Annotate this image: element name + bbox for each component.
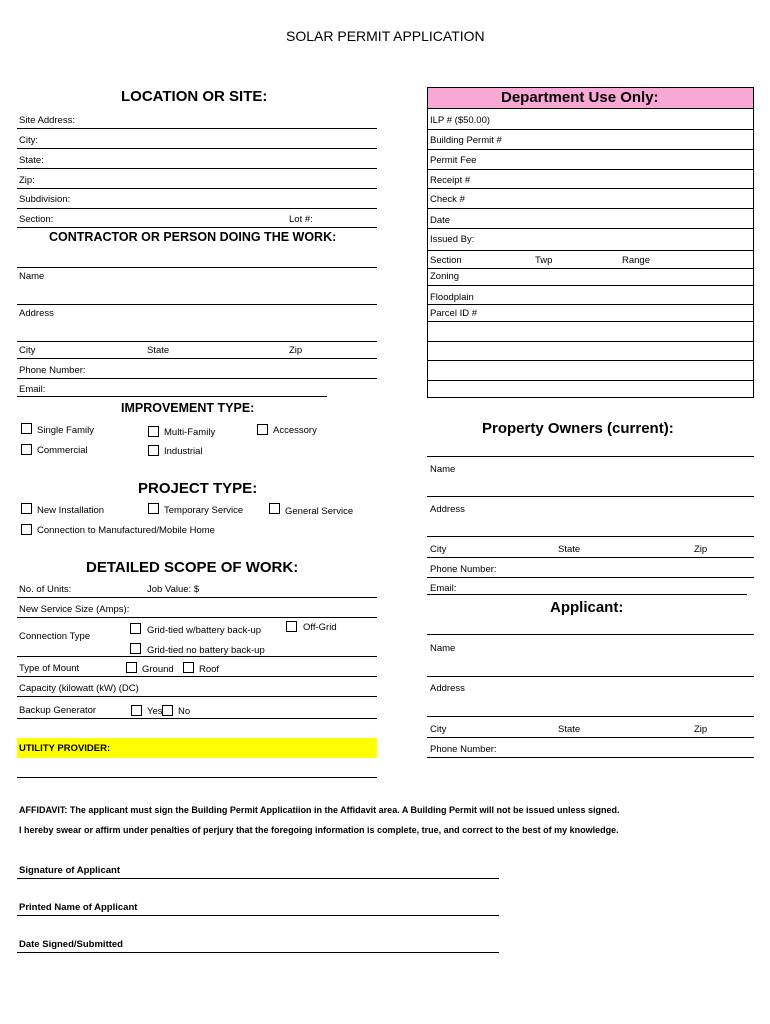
off-grid-label: Off-Grid: [303, 622, 337, 633]
generator-yes-checkbox[interactable]: [131, 705, 142, 716]
accessory-checkbox[interactable]: [257, 424, 268, 435]
applicant-heading: Applicant:: [550, 599, 624, 616]
check-label: Check #: [430, 194, 465, 205]
state-field[interactable]: [17, 168, 377, 169]
zoning-label: Zoning: [430, 271, 460, 282]
project-heading: PROJECT TYPE:: [138, 480, 258, 497]
contractor-phone-label: Phone Number:: [19, 365, 86, 376]
dept-row-divider: [428, 169, 753, 170]
contractor-heading: CONTRACTOR OR PERSON DOING THE WORK:: [49, 230, 337, 244]
department-use-box: [427, 87, 754, 398]
applicant-zip-label: Zip: [694, 724, 708, 735]
dept-row-divider: [428, 304, 753, 305]
zip-field[interactable]: [17, 188, 377, 189]
connection-type-label: Connection Type: [19, 631, 91, 642]
ground-label: Ground: [142, 664, 174, 675]
applicant-address-field[interactable]: [427, 716, 754, 717]
owner-city-field[interactable]: [427, 557, 754, 558]
affidavit-line-2: I hereby swear or affirm under penalties of perjury that the foregoing information is complete, true, and correct to the best of my knowledge.: [19, 825, 619, 835]
contractor-address-field[interactable]: [17, 341, 377, 342]
zip-label: Zip:: [19, 175, 35, 186]
dept-twp-label: Twp: [535, 255, 553, 266]
signature-label: Signature of Applicant: [19, 865, 120, 876]
manufactured-home-label: Connection to Manufactured/Mobile Home: [37, 525, 215, 536]
service-size-field[interactable]: [17, 617, 377, 618]
capacity-field[interactable]: [17, 696, 377, 697]
commercial-label: Commercial: [37, 445, 88, 456]
service-size-label: New Service Size (Amps):: [19, 604, 130, 615]
capacity-label: Capacity (kilowatt (kW) (DC): [19, 683, 139, 694]
applicant-address-label: Address: [430, 683, 465, 694]
site-address-label: Site Address:: [19, 115, 75, 126]
industrial-label: Industrial: [164, 446, 203, 457]
applicant-phone-field[interactable]: [427, 757, 754, 758]
dept-row-divider: [428, 321, 753, 322]
grid-backup-label: Grid-tied w/battery back-up: [147, 625, 262, 636]
utility-provider-label: UTILITY PROVIDER:: [19, 743, 111, 754]
grid-no-backup-label: Grid-tied no battery back-up: [147, 645, 265, 656]
owners-top-line: [427, 456, 754, 457]
owner-name-field[interactable]: [427, 496, 754, 497]
single-family-checkbox[interactable]: [21, 423, 32, 434]
industrial-checkbox[interactable]: [148, 445, 159, 456]
generator-no-checkbox[interactable]: [162, 705, 173, 716]
backup-generator-field: [17, 718, 377, 719]
printed-name-field[interactable]: [17, 915, 499, 916]
owner-email-label: Email:: [430, 583, 457, 594]
contractor-address-label: Address: [19, 308, 54, 319]
units-label: No. of Units:: [19, 584, 72, 595]
dept-row-divider: [428, 129, 753, 130]
owner-address-field[interactable]: [427, 536, 754, 537]
dept-row-divider: [428, 188, 753, 189]
printed-name-label: Printed Name of Applicant: [19, 902, 138, 913]
improvement-heading: IMPROVEMENT TYPE:: [121, 401, 255, 415]
owner-name-label: Name: [430, 464, 456, 475]
general-service-checkbox[interactable]: [269, 503, 280, 514]
contractor-city-label: City: [19, 345, 36, 356]
applicant-name-field[interactable]: [427, 676, 754, 677]
roof-checkbox[interactable]: [183, 662, 194, 673]
owner-phone-field[interactable]: [427, 577, 754, 578]
owner-city-label: City: [430, 544, 447, 555]
date-label: Date: [430, 215, 451, 226]
date-signed-label: Date Signed/Submitted: [19, 939, 123, 950]
dept-row-divider: [428, 341, 753, 342]
generator-no-label: No: [178, 706, 191, 717]
dept-row-divider: [428, 208, 753, 209]
job-value-label: Job Value: $: [147, 584, 200, 595]
generator-yes-label: Yes: [147, 706, 163, 717]
backup-generator-label: Backup Generator: [19, 705, 97, 716]
receipt-label: Receipt #: [430, 175, 471, 186]
applicant-top-line: [427, 634, 754, 635]
contractor-city-field[interactable]: [17, 358, 377, 359]
owner-address-label: Address: [430, 504, 465, 515]
parcel-id-label: Parcel ID #: [430, 308, 477, 319]
utility-provider-field[interactable]: [17, 777, 377, 778]
permit-fee-label: Permit Fee: [430, 155, 477, 166]
multi-family-checkbox[interactable]: [148, 426, 159, 437]
applicant-phone-label: Phone Number:: [430, 744, 497, 755]
ground-checkbox[interactable]: [126, 662, 137, 673]
roof-label: Roof: [199, 664, 220, 675]
dept-section-label: Section: [430, 255, 462, 266]
dept-row-divider: [428, 380, 753, 381]
applicant-city-field[interactable]: [427, 737, 754, 738]
temporary-service-label: Temporary Service: [164, 505, 244, 516]
building-permit-label: Building Permit #: [430, 135, 502, 146]
accessory-label: Accessory: [273, 425, 317, 436]
lot-label: Lot #:: [289, 214, 313, 225]
contractor-name-field[interactable]: [17, 304, 377, 305]
section-label: Section:: [19, 214, 54, 225]
ilp-label: ILP # ($50.00): [430, 115, 491, 126]
city-label: City:: [19, 135, 38, 146]
owner-zip-label: Zip: [694, 544, 708, 555]
grid-no-backup-checkbox[interactable]: [130, 643, 141, 654]
department-heading: Department Use Only:: [501, 89, 659, 106]
signature-field[interactable]: [17, 878, 499, 879]
manufactured-home-checkbox[interactable]: [21, 524, 32, 535]
grid-backup-checkbox[interactable]: [130, 623, 141, 634]
commercial-checkbox[interactable]: [21, 444, 32, 455]
new-installation-checkbox[interactable]: [21, 503, 32, 514]
contractor-name-label: Name: [19, 271, 45, 282]
site-address-field[interactable]: [17, 128, 377, 129]
city-field[interactable]: [17, 148, 377, 149]
contractor-state-label: State: [147, 345, 170, 356]
new-installation-label: New Installation: [37, 505, 105, 516]
multi-family-label: Multi-Family: [164, 427, 216, 438]
mount-type-label: Type of Mount: [19, 663, 80, 674]
applicant-state-label: State: [558, 724, 581, 735]
subdivision-field[interactable]: [17, 208, 377, 209]
subdivision-label: Subdivision:: [19, 194, 71, 205]
contractor-phone-field[interactable]: [17, 378, 377, 379]
single-family-label: Single Family: [37, 425, 95, 436]
issued-by-label: Issued By:: [430, 234, 475, 245]
department-header: [428, 88, 753, 109]
owner-state-label: State: [558, 544, 581, 555]
contractor-top-line: [17, 267, 377, 268]
form-title: SOLAR PERMIT APPLICATION: [286, 28, 485, 44]
connection-type-field: [17, 656, 377, 657]
state-label: State:: [19, 155, 44, 166]
section-lot-field[interactable]: [17, 227, 377, 228]
dept-row-divider: [428, 285, 753, 286]
dept-range-label: Range: [622, 255, 650, 266]
dept-row-divider: [428, 268, 753, 269]
owner-email-field[interactable]: [427, 594, 747, 595]
contractor-email-field[interactable]: [17, 396, 327, 397]
dept-row-divider: [428, 228, 753, 229]
units-job-value-field[interactable]: [17, 597, 377, 598]
affidavit-line-1: AFFIDAVIT: The applicant must sign the Building Permit Applicatiion in the Affidavit area. A Building Permit will not be issued unless signed.: [19, 805, 620, 815]
dept-row-divider: [428, 250, 753, 251]
applicant-city-label: City: [430, 724, 447, 735]
contractor-email-label: Email:: [19, 384, 46, 395]
temporary-service-checkbox[interactable]: [148, 503, 159, 514]
owners-heading: Property Owners (current):: [482, 420, 674, 437]
scope-heading: DETAILED SCOPE OF WORK:: [86, 559, 299, 576]
mount-type-field: [17, 676, 377, 677]
floodplain-label: Floodplain: [430, 292, 474, 303]
location-heading: LOCATION OR SITE:: [121, 88, 268, 105]
owner-phone-label: Phone Number:: [430, 564, 497, 575]
contractor-zip-label: Zip: [289, 345, 303, 356]
off-grid-checkbox[interactable]: [286, 621, 297, 632]
dept-row-divider: [428, 149, 753, 150]
general-service-label: General Service: [285, 506, 354, 517]
dept-row-divider: [428, 360, 753, 361]
date-signed-field[interactable]: [17, 952, 499, 953]
applicant-name-label: Name: [430, 643, 456, 654]
